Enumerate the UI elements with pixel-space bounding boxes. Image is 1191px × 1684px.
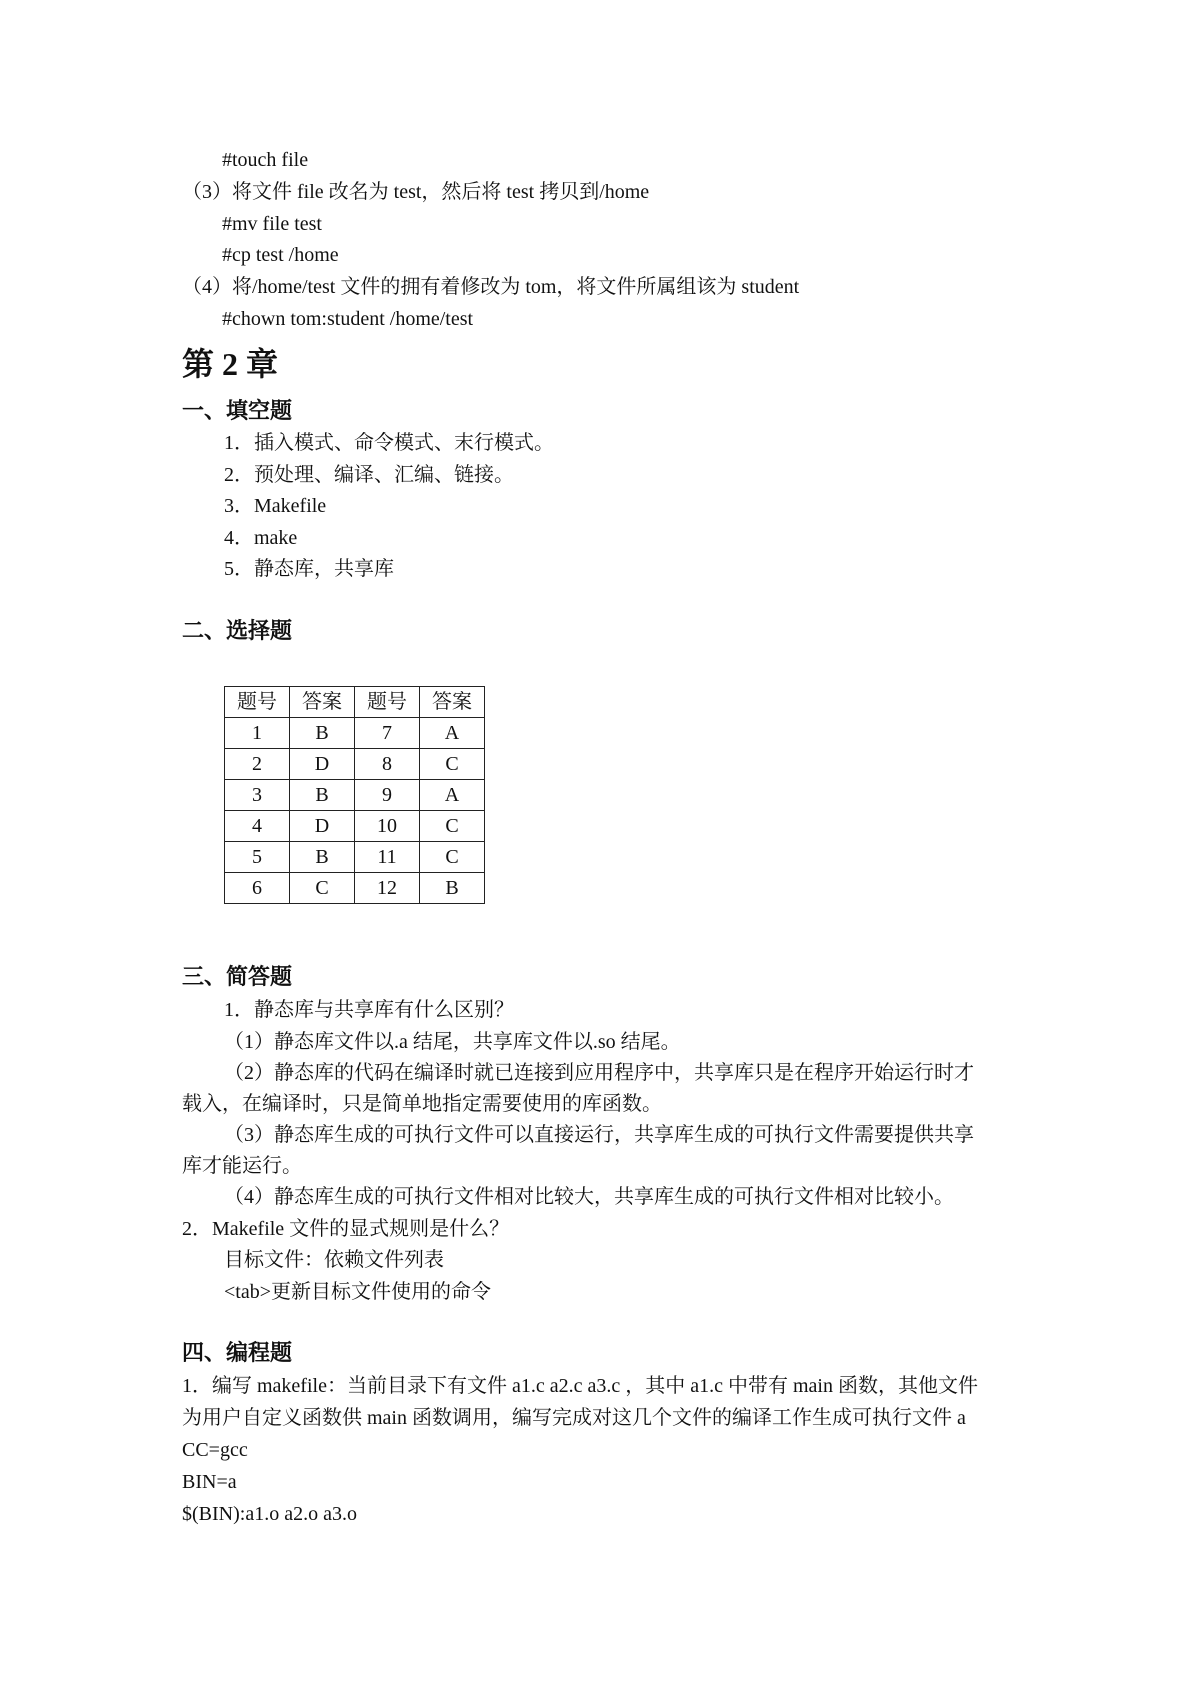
- table-cell: 7: [355, 718, 420, 749]
- table-row: [225, 780, 485, 811]
- table-cell: 1: [225, 718, 290, 749]
- step-4-text: （4）将/home/test 文件的拥有着修改为 tom，将文件所属组该为 student: [182, 276, 800, 298]
- table-header-cell: 题号: [225, 687, 290, 718]
- table-cell: B: [290, 780, 355, 811]
- table-cell: A: [420, 718, 485, 749]
- fill-blank-heading: 一、填空题: [182, 398, 293, 423]
- table-cell: 12: [355, 873, 420, 904]
- code-line: CC=gcc: [182, 1439, 248, 1461]
- programming-question: 为用户自定义函数供 main 函数调用，编写完成对这几个文件的编译工作生成可执行文件 a: [182, 1407, 966, 1429]
- table-header-cell: 答案: [420, 687, 485, 718]
- table-header-cell: 题号: [355, 687, 420, 718]
- table-cell: C: [420, 749, 485, 780]
- answer-table: [224, 686, 485, 904]
- command-mv: #mv file test: [222, 213, 322, 235]
- table-cell: B: [290, 842, 355, 873]
- table-cell: 5: [225, 842, 290, 873]
- programming-question: 1．编写 makefile：当前目录下有文件 a1.c a2.c a3.c ，其中 a1.c 中带有 main 函数，其他文件: [182, 1375, 978, 1397]
- step-3-text: （3）将文件 file 改名为 test，然后将 test 拷贝到/home: [182, 181, 650, 203]
- table-cell: 8: [355, 749, 420, 780]
- table-row: [225, 749, 485, 780]
- answer-line: 目标文件：依赖文件列表: [224, 1249, 444, 1271]
- choice-heading: 二、选择题: [182, 618, 293, 643]
- answer-line: （1）静态库文件以.a 结尾，共享库文件以.so 结尾。: [224, 1031, 681, 1053]
- code-line: $(BIN):a1.o a2.o a3.o: [182, 1503, 357, 1525]
- table-cell: B: [290, 718, 355, 749]
- table-cell: 11: [355, 842, 420, 873]
- command-cp: #cp test /home: [222, 244, 339, 266]
- answer-line: 载入，在编译时，只是简单地指定需要使用的库函数。: [182, 1093, 662, 1115]
- fill-blank-item: 3．Makefile: [224, 495, 327, 517]
- table-cell: C: [420, 842, 485, 873]
- answer-line: （4）静态库生成的可执行文件相对比较大，共享库生成的可执行文件相对比较小。: [224, 1186, 954, 1208]
- table-header-row: [225, 687, 485, 718]
- command-touch: #touch file: [222, 149, 309, 171]
- answer-line: <tab>更新目标文件使用的命令: [224, 1281, 491, 1303]
- fill-blank-item: 5．静态库，共享库: [224, 558, 394, 580]
- table-cell: C: [420, 811, 485, 842]
- table-cell: C: [290, 873, 355, 904]
- chapter-title: 第 2 章: [182, 346, 279, 382]
- table-row: [225, 842, 485, 873]
- table-cell: 4: [225, 811, 290, 842]
- code-line: BIN=a: [182, 1471, 237, 1493]
- question-2: 2．Makefile 文件的显式规则是什么？: [182, 1218, 510, 1240]
- table-cell: 10: [355, 811, 420, 842]
- table-header-cell: 答案: [290, 687, 355, 718]
- table-cell: B: [420, 873, 485, 904]
- fill-blank-item: 4．make: [224, 527, 298, 549]
- table-cell: D: [290, 749, 355, 780]
- command-chown: #chown tom:student /home/test: [222, 308, 474, 330]
- question-1: 1．静态库与共享库有什么区别？: [224, 999, 514, 1021]
- answer-line: 库才能运行。: [182, 1155, 302, 1177]
- table-cell: D: [290, 811, 355, 842]
- table-cell: 2: [225, 749, 290, 780]
- table-cell: 9: [355, 780, 420, 811]
- fill-blank-item: 2．预处理、编译、汇编、链接。: [224, 464, 514, 486]
- table-cell: A: [420, 780, 485, 811]
- table-cell: 6: [225, 873, 290, 904]
- table-row: [225, 811, 485, 842]
- table-row: [225, 873, 485, 904]
- table-cell: 3: [225, 780, 290, 811]
- programming-heading: 四、编程题: [182, 1340, 293, 1365]
- answer-line: （3）静态库生成的可执行文件可以直接运行，共享库生成的可执行文件需要提供共享: [224, 1124, 974, 1146]
- table-row: [225, 718, 485, 749]
- short-answer-heading: 三、简答题: [182, 964, 293, 989]
- fill-blank-item: 1．插入模式、命令模式、末行模式。: [224, 432, 554, 454]
- answer-line: （2）静态库的代码在编译时就已连接到应用程序中，共享库只是在程序开始运行时才: [224, 1062, 974, 1084]
